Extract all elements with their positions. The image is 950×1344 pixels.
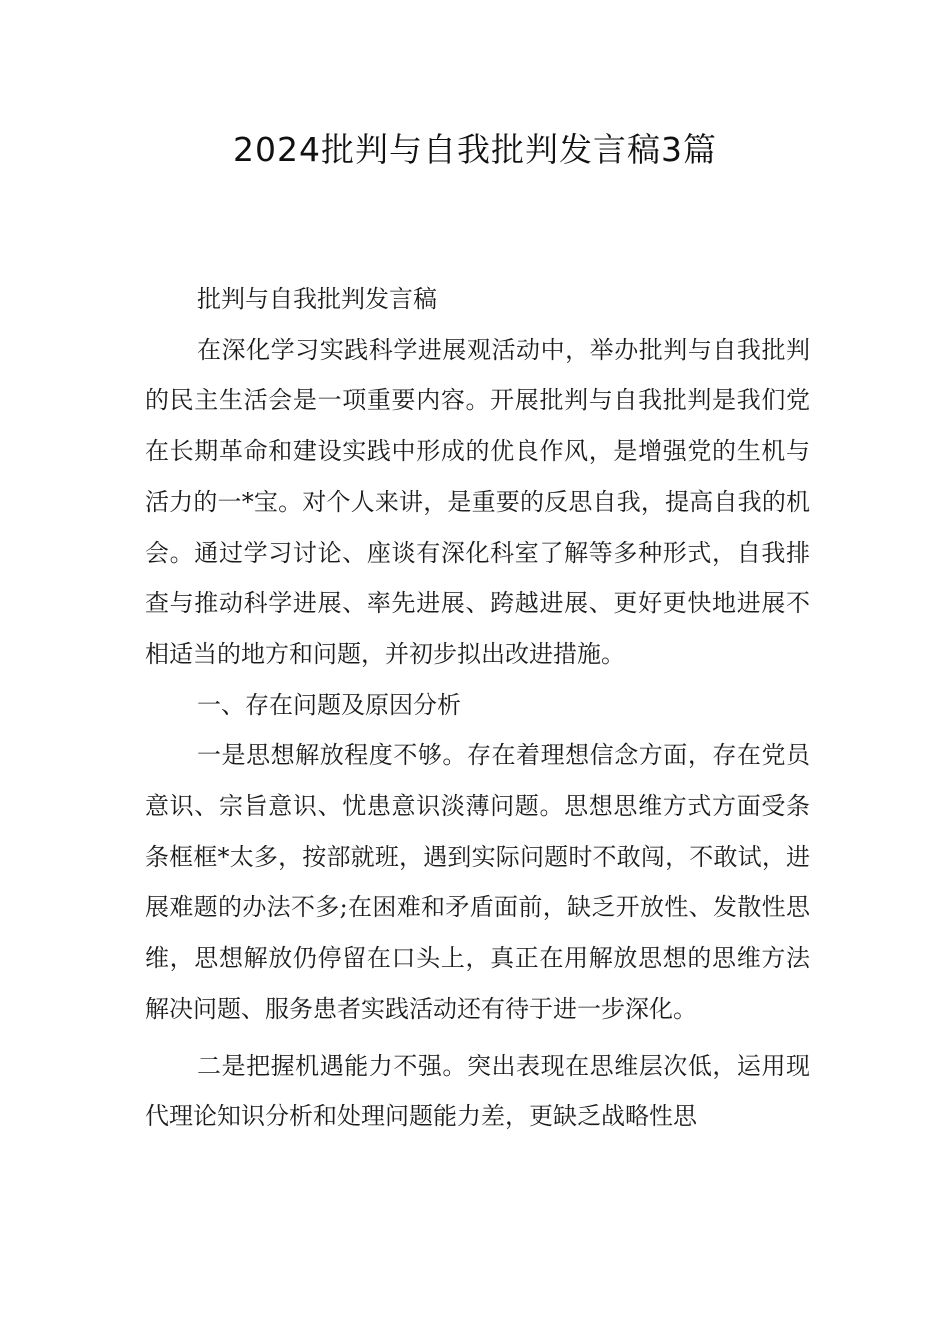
body-paragraph: 二是把握机遇能力不强。突出表现在思维层次低，运用现代理论知识分析和处理问题能力差，更缺乏战略性思 xyxy=(145,1051,810,1131)
body-paragraph: 在深化学习实践科学进展观活动中，举办批判与自我批判的民主生活会是一项重要内容。开展批判与自我批判是我们党在长期革命和建设实践中形成的优良作风，是增强党的生机与活力的一*宝。对个人来讲，是重要的反思自我，提高自我的机会。通过学习讨论、座谈有深化科室了解等多种形式，自我排查与推动科学进展、率先进展、跨越进展、更好更快地进展不相适当的地方和问题，并初步拟出改进措施。 xyxy=(145,335,810,668)
body-paragraph: 一是思想解放程度不够。存在着理想信念方面，存在党员意识、宗旨意识、忧患意识淡薄问题。思想思维方式方面受条条框框*太多，按部就班，遇到实际问题时不敢闯，不敢试，进展难题的办法不多;在困难和矛盾面前，缺乏开放性、发散性思维，思想解放仍停留在口头上，真正在用解放思想的思维方法解决问题、服务患者实践活动还有待于进一步深化。 xyxy=(145,741,810,1023)
section-heading: 批判与自我批判发言稿 xyxy=(197,285,437,313)
document-body xyxy=(145,274,810,1142)
section-heading: 一、存在问题及原因分析 xyxy=(197,690,461,719)
document-title: 2024批判与自我批判发言稿3篇 xyxy=(233,130,717,169)
